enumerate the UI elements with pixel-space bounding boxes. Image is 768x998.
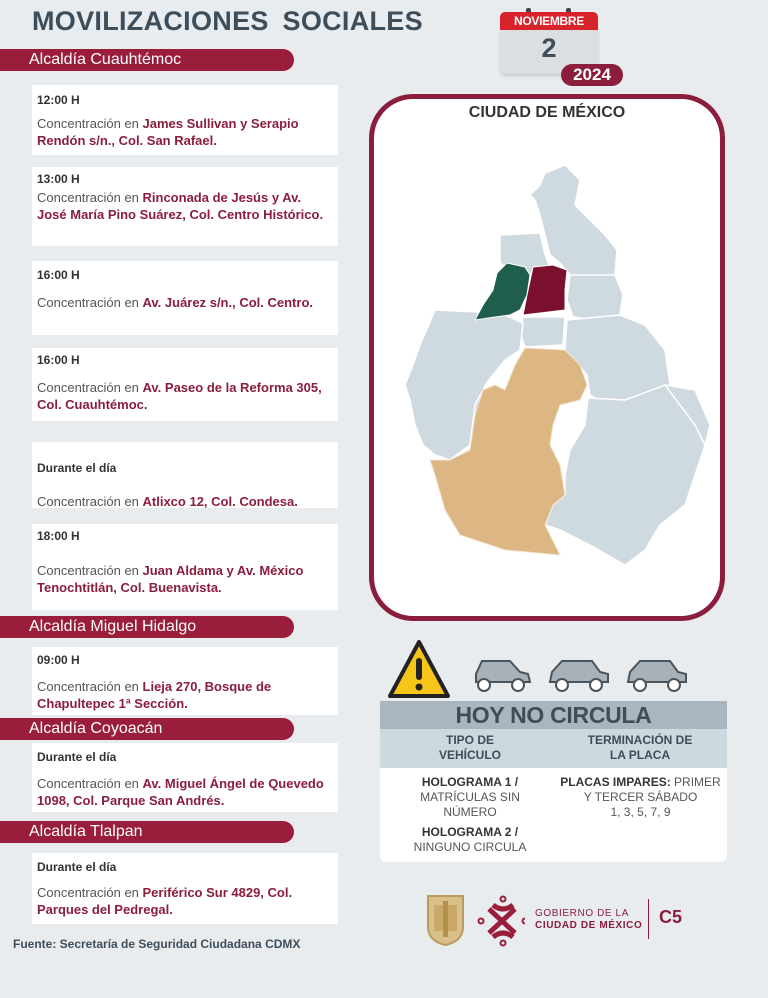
event-card	[32, 442, 338, 508]
cell-hologram-2: HOLOGRAMA 2 / NINGUNO CIRCULA	[413, 825, 527, 854]
event-location: Juan Aldama y Av. México Tenochtitlán, Col. Buenavista.	[37, 563, 304, 595]
event-time: Durante el día	[37, 750, 117, 764]
event-location: James Sullivan y Serapio Rendón s/n., Col. San Rafael.	[37, 116, 299, 148]
cell-placas-impares: PLACAS IMPARES: PRIMER Y TERCER SÁBADO 1, 3, 5, 7, 9	[560, 775, 721, 819]
c5-logo: C5	[659, 907, 683, 927]
event-description: Concentración en Atlixco 12, Col. Condesa.	[37, 494, 298, 509]
event-time: Durante el día	[37, 860, 117, 874]
event-location: Lieja 270, Bosque de Chapultepec 1ª Sección.	[37, 679, 272, 711]
event-location: Av. Miguel Ángel de Quevedo 1098, Col. Parque San Andrés.	[37, 776, 324, 808]
cell-hologram-1: HOLOGRAMA 1 / MATRÍCULAS SIN NÚMERO	[420, 775, 520, 819]
event-description: Concentración en James Sullivan y Serapio Rendón s/n., Col. San Rafael.	[37, 116, 299, 148]
car-icon	[628, 661, 686, 691]
event-card	[32, 348, 338, 421]
alcaldia-header-coyoacan: Alcaldía Coyoacán	[0, 718, 294, 740]
event-card	[32, 167, 338, 246]
map-title: CIUDAD DE MÉXICO	[468, 104, 626, 121]
alcaldia-header-miguel-hidalgo: Alcaldía Miguel Hidalgo	[0, 616, 294, 638]
event-description: Concentración en Periférico Sur 4829, Col. Parques del Pedregal.	[37, 885, 293, 917]
car-icon	[476, 661, 530, 691]
hoy-no-circula-table	[380, 768, 727, 862]
event-time: 09:00 H	[37, 653, 80, 667]
event-time: 16:00 H	[37, 353, 80, 367]
event-time: 12:00 H	[37, 93, 80, 107]
col-header-vehicle-type: TIPO DE VEHÍCULO	[438, 733, 501, 762]
hoy-no-circula-column-headers	[380, 729, 727, 768]
event-description: Concentración en Lieja 270, Bosque de Chapultepec 1ª Sección.	[37, 679, 272, 711]
event-description: Concentración en Juan Aldama y Av. México Tenochtitlán, Col. Buenavista.	[37, 563, 304, 595]
calendar-year: 2024	[561, 64, 623, 86]
event-time: Durante el día	[37, 461, 117, 475]
event-card	[32, 85, 338, 155]
source-note: Fuente: Secretaría de Seguridad Ciudadana CDMX	[13, 937, 301, 951]
event-description: Concentración en Av. Miguel Ángel de Quevedo 1098, Col. Parque San Andrés.	[37, 776, 324, 808]
event-description: Concentración en Av. Juárez s/n., Col. Centro.	[37, 295, 313, 310]
event-description: Concentración en Rinconada de Jesús y Av. José María Pino Suárez, Col. Centro Histórico.	[37, 190, 324, 222]
event-location: Rinconada de Jesús y Av. José María Pino Suárez, Col. Centro Histórico.	[37, 190, 324, 222]
footer-logos	[425, 893, 695, 947]
car-icon	[550, 661, 608, 691]
hoy-no-circula-icons	[388, 640, 728, 700]
cdmx-coat-of-arms-icon	[428, 896, 463, 945]
event-location: Av. Juárez s/n., Col. Centro.	[142, 295, 313, 310]
event-location: Atlixco 12, Col. Condesa.	[142, 494, 298, 509]
page-title: MOVILIZACIONES SOCIALES	[32, 6, 423, 36]
warning-icon	[390, 642, 448, 696]
calendar-month: NOVIEMBRE	[500, 12, 598, 30]
event-card	[32, 524, 338, 610]
col-header-plate-ending: TERMINACIÓN DE LA PLACA	[587, 733, 693, 762]
cdmx-map	[369, 94, 725, 621]
event-card	[32, 647, 338, 715]
event-card	[32, 853, 338, 924]
event-card	[32, 261, 338, 335]
event-location: Av. Paseo de la Reforma 305, Col. Cuauhtémoc.	[37, 380, 322, 412]
date-calendar-icon	[500, 8, 598, 72]
event-time: 16:00 H	[37, 268, 80, 282]
alcaldia-header-cuauhtemoc: Alcaldía Cuauhtémoc	[0, 49, 294, 71]
cdmx-map-graphic	[374, 99, 720, 616]
gobierno-cdmx-logo-icon	[479, 897, 526, 946]
event-description: Concentración en Av. Paseo de la Reforma 305, Col. Cuauhtémoc.	[37, 380, 322, 412]
event-time: 13:00 H	[37, 172, 80, 186]
event-card	[32, 743, 338, 812]
alcaldia-header-tlalpan: Alcaldía Tlalpan	[0, 821, 294, 843]
event-location: Periférico Sur 4829, Col. Parques del Pedregal.	[37, 885, 293, 917]
event-time: 18:00 H	[37, 529, 80, 543]
gobierno-cdmx-wordmark: GOBIERNO DE LA CIUDAD DE MÉXICO	[535, 908, 643, 931]
calendar-day: 2	[500, 30, 598, 74]
hoy-no-circula-title: HOY NO CIRCULA	[380, 701, 727, 729]
logo-divider	[648, 899, 649, 939]
